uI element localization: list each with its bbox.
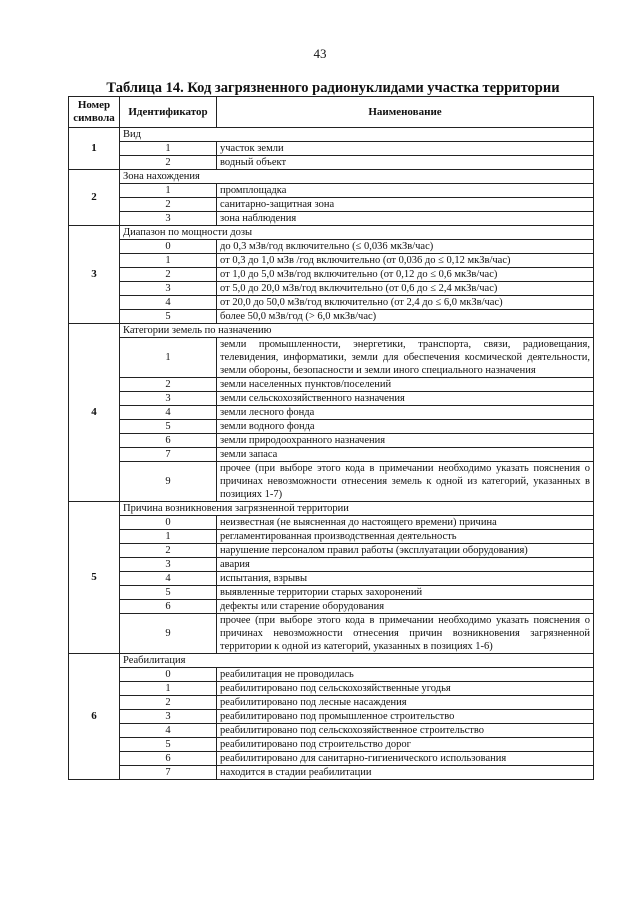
- item-identifier: 4: [120, 572, 217, 586]
- group-title: Причина возникновения загрязненной территории: [120, 502, 594, 516]
- item-identifier: 4: [120, 296, 217, 310]
- item-name: от 1,0 до 5,0 мЗв/год включительно (от 0,12 до ≤ 0,6 мкЗв/час): [217, 268, 594, 282]
- table-row: [69, 434, 594, 448]
- item-identifier: 3: [120, 710, 217, 724]
- table-body: [69, 128, 594, 780]
- group-title: Реабилитация: [120, 654, 594, 668]
- item-identifier: 5: [120, 738, 217, 752]
- table-row: [69, 212, 594, 226]
- table-row: [69, 254, 594, 268]
- table-row: [69, 184, 594, 198]
- item-name: реабилитировано для санитарно-гигиенического использования: [217, 752, 594, 766]
- item-identifier: 2: [120, 198, 217, 212]
- item-name: водный объект: [217, 156, 594, 170]
- item-identifier: 9: [120, 614, 217, 654]
- item-name: промплощадка: [217, 184, 594, 198]
- item-name: земли промышленности, энергетики, транспорта, связи, радиовещания, телевидения, информатики, земли для обеспечения космической деятельности, земли обороны, безопасности и земли иного специального назначения: [217, 338, 594, 378]
- item-name: до 0,3 мЗв/год включительно (≤ 0,036 мкЗв/час): [217, 240, 594, 254]
- item-name: более 50,0 мЗв/год (> 6,0 мкЗв/час): [217, 310, 594, 324]
- table-row: [69, 710, 594, 724]
- table-row: [69, 558, 594, 572]
- table-row: [69, 268, 594, 282]
- item-name: прочее (при выборе этого кода в примечании необходимо указать пояснения о причинах невозможности отнесения причин возникновения загрязненной территории к одной из категорий, указанных в позициях 1-6): [217, 614, 594, 654]
- table-row: [69, 282, 594, 296]
- item-identifier: 6: [120, 600, 217, 614]
- item-name: от 20,0 до 50,0 мЗв/год включительно (от 2,4 до ≤ 6,0 мкЗв/час): [217, 296, 594, 310]
- item-identifier: 1: [120, 142, 217, 156]
- table-row: [69, 738, 594, 752]
- item-name: от 5,0 до 20,0 мЗв/год включительно (от 0,6 до ≤ 2,4 мкЗв/час): [217, 282, 594, 296]
- group-title-row: [69, 502, 594, 516]
- item-identifier: 2: [120, 544, 217, 558]
- item-name: выявленные территории старых захоронений: [217, 586, 594, 600]
- table-row: [69, 572, 594, 586]
- item-name: зона наблюдения: [217, 212, 594, 226]
- item-name: регламентированная производственная деятельность: [217, 530, 594, 544]
- item-name: земли запаса: [217, 448, 594, 462]
- table-row: [69, 296, 594, 310]
- item-name: реабилитировано под промышленное строительство: [217, 710, 594, 724]
- item-identifier: 2: [120, 156, 217, 170]
- item-name: прочее (при выборе этого кода в примечании необходимо указать пояснения о причинах невозможности отнесения земель к одной из категорий, указанных в позициях 1-7): [217, 462, 594, 502]
- table-row: [69, 544, 594, 558]
- table-row: [69, 240, 594, 254]
- item-name: земли населенных пунктов/поселений: [217, 378, 594, 392]
- item-identifier: 0: [120, 668, 217, 682]
- item-name: испытания, взрывы: [217, 572, 594, 586]
- table-row: [69, 156, 594, 170]
- item-identifier: 2: [120, 268, 217, 282]
- item-identifier: 5: [120, 310, 217, 324]
- group-number: 5: [69, 502, 120, 654]
- item-name: земли природоохранного назначения: [217, 434, 594, 448]
- group-number: 3: [69, 226, 120, 324]
- table-header-row: [69, 97, 594, 128]
- table-row: [69, 614, 594, 654]
- table-row: [69, 766, 594, 780]
- item-identifier: 3: [120, 282, 217, 296]
- item-identifier: 1: [120, 338, 217, 378]
- item-identifier: 1: [120, 682, 217, 696]
- item-identifier: 3: [120, 558, 217, 572]
- group-title: Зона нахождения: [120, 170, 594, 184]
- group-number: 1: [69, 128, 120, 170]
- item-identifier: 9: [120, 462, 217, 502]
- item-name: нарушение персоналом правил работы (эксплуатации оборудования): [217, 544, 594, 558]
- group-number: 4: [69, 324, 120, 502]
- group-title: Вид: [120, 128, 594, 142]
- item-name: реабилитация не проводилась: [217, 668, 594, 682]
- page-number: 43: [313, 46, 327, 61]
- table-row: [69, 142, 594, 156]
- item-identifier: 7: [120, 448, 217, 462]
- table-row: [69, 516, 594, 530]
- table-row: [69, 378, 594, 392]
- item-name: земли лесного фонда: [217, 406, 594, 420]
- group-number: 6: [69, 654, 120, 780]
- item-name: от 0,3 до 1,0 мЗв /год включительно (от 0,036 до ≤ 0,12 мкЗв/час): [217, 254, 594, 268]
- group-number: 2: [69, 170, 120, 226]
- code-table: [68, 96, 594, 780]
- group-title-row: [69, 324, 594, 338]
- item-identifier: 5: [120, 586, 217, 600]
- table-row: [69, 420, 594, 434]
- item-name: реабилитировано под лесные насаждения: [217, 696, 594, 710]
- header-number: [69, 97, 120, 128]
- table-row: [69, 696, 594, 710]
- item-identifier: 1: [120, 184, 217, 198]
- table-row: [69, 448, 594, 462]
- header-identifier: Идентификатор: [120, 97, 217, 128]
- group-title-row: [69, 170, 594, 184]
- item-name: неизвестная (не выясненная до настоящего времени) причина: [217, 516, 594, 530]
- table-row: [69, 392, 594, 406]
- group-title-row: [69, 654, 594, 668]
- table-row: [69, 682, 594, 696]
- table-row: [69, 600, 594, 614]
- item-identifier: 2: [120, 378, 217, 392]
- item-identifier: 5: [120, 420, 217, 434]
- table-row: [69, 462, 594, 502]
- table-row: [69, 530, 594, 544]
- group-title: Диапазон по мощности дозы: [120, 226, 594, 240]
- item-name: участок земли: [217, 142, 594, 156]
- item-identifier: 6: [120, 434, 217, 448]
- group-title-row: [69, 226, 594, 240]
- item-name: дефекты или старение оборудования: [217, 600, 594, 614]
- table-row: [69, 752, 594, 766]
- item-name: авария: [217, 558, 594, 572]
- table-row: [69, 310, 594, 324]
- item-identifier: 1: [120, 530, 217, 544]
- group-title: Категории земель по назначению: [120, 324, 594, 338]
- item-identifier: 7: [120, 766, 217, 780]
- header-number-line1: Номер: [77, 99, 111, 111]
- item-name: реабилитировано под строительство дорог: [217, 738, 594, 752]
- table-row: [69, 586, 594, 600]
- item-name: реабилитировано под сельскохозяйственное строительство: [217, 724, 594, 738]
- item-name: реабилитировано под сельскохозяйственные угодья: [217, 682, 594, 696]
- item-identifier: 0: [120, 240, 217, 254]
- table-row: [69, 338, 594, 378]
- table-row: [69, 724, 594, 738]
- header-number-line2: символа: [73, 112, 115, 124]
- header-name: Наименование: [217, 97, 594, 128]
- item-identifier: 0: [120, 516, 217, 530]
- item-name: земли сельскохозяйственного назначения: [217, 392, 594, 406]
- item-identifier: 3: [120, 392, 217, 406]
- item-identifier: 1: [120, 254, 217, 268]
- item-identifier: 4: [120, 406, 217, 420]
- item-identifier: 4: [120, 724, 217, 738]
- item-name: находится в стадии реабилитации: [217, 766, 594, 780]
- table-row: [69, 198, 594, 212]
- item-identifier: 2: [120, 696, 217, 710]
- table-row: [69, 668, 594, 682]
- item-identifier: 3: [120, 212, 217, 226]
- item-name: земли водного фонда: [217, 420, 594, 434]
- table-row: [69, 406, 594, 420]
- item-identifier: 6: [120, 752, 217, 766]
- group-title-row: [69, 128, 594, 142]
- table-title: Таблица 14. Код загрязненного радионуклидами участка территории: [106, 80, 560, 96]
- item-name: санитарно-защитная зона: [217, 198, 594, 212]
